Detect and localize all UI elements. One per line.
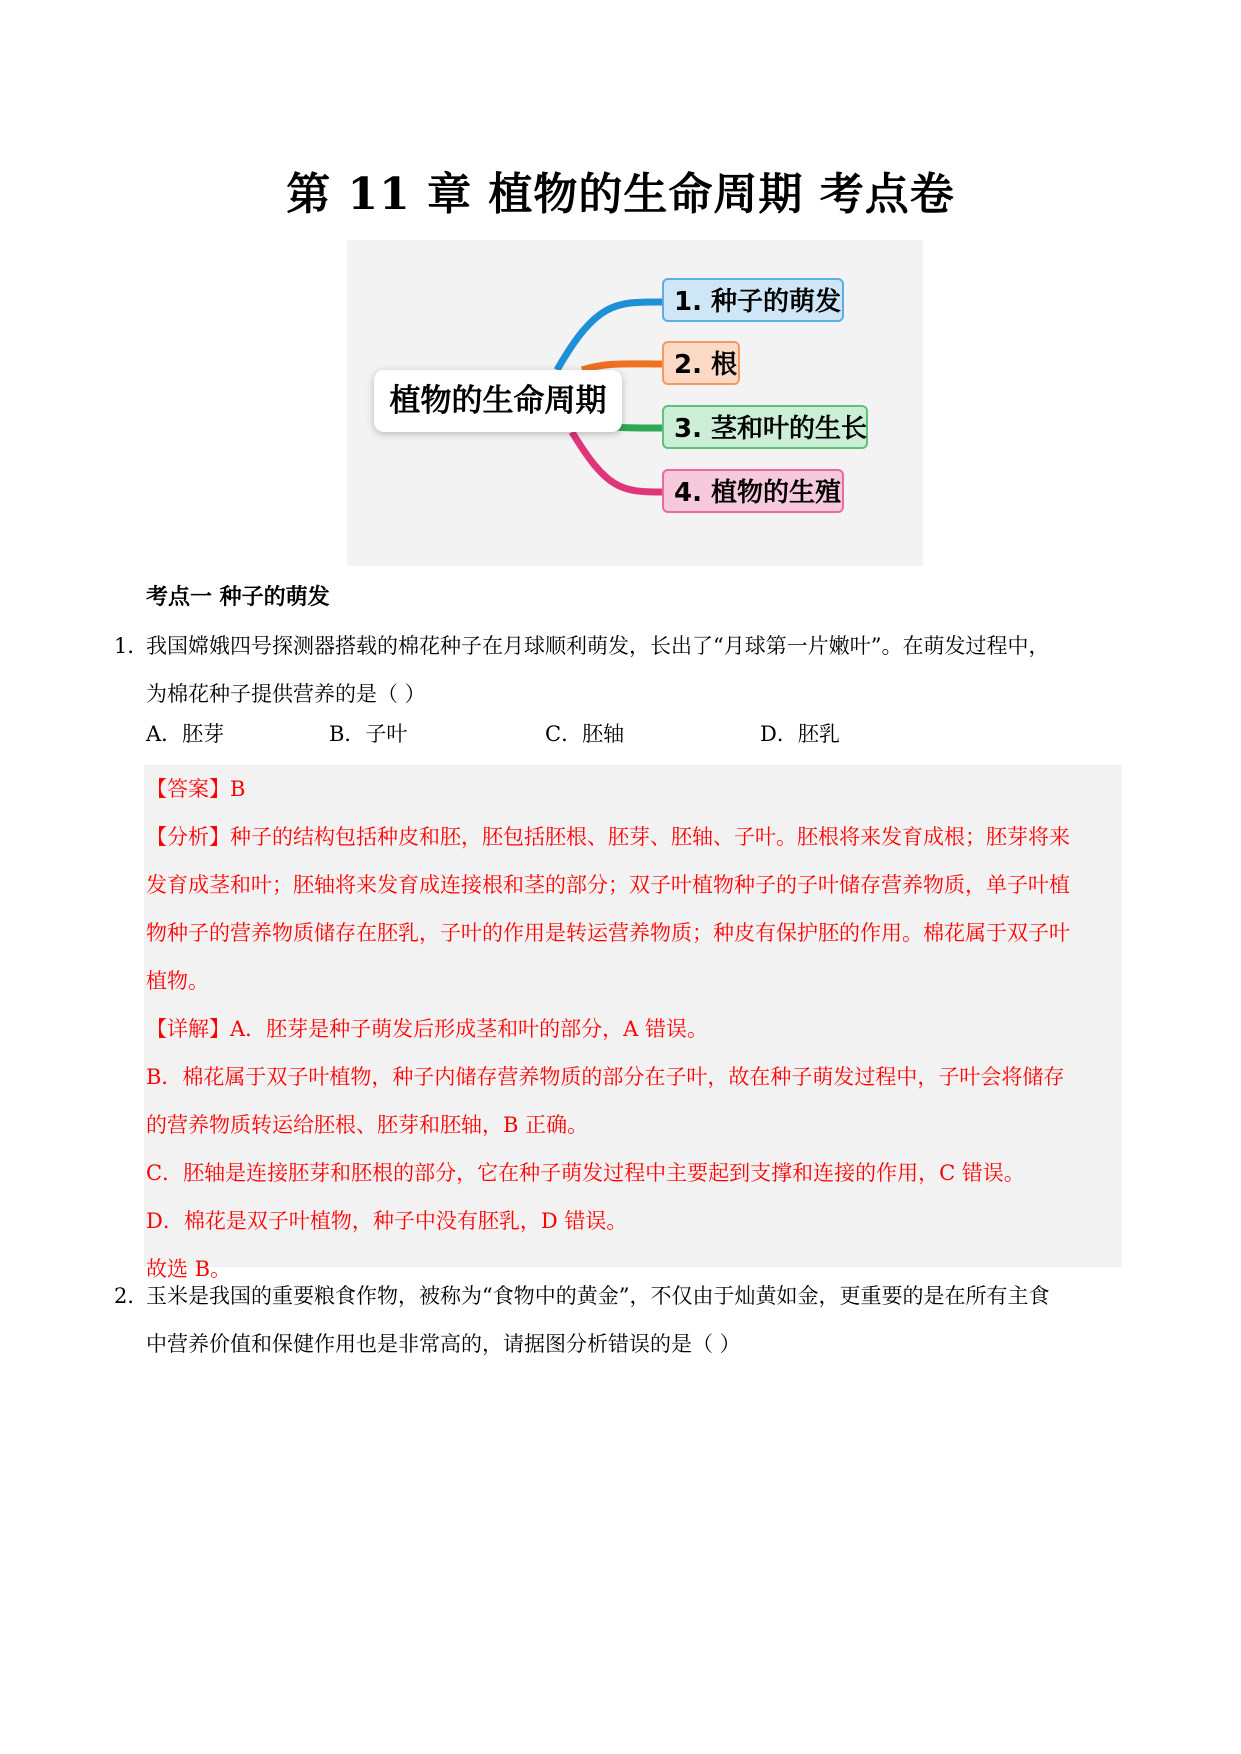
option-a: A．胚芽 — [146, 722, 225, 746]
section-heading-1: 考点一 种子的萌发 — [146, 584, 330, 610]
detail-line: 故选 B。 — [146, 1257, 232, 1281]
analysis-line: 【分析】种子的结构包括种皮和胚，胚包括胚根、胚芽、胚轴、子叶。胚根将来发育成根；胚芽将来 — [146, 825, 1070, 849]
mindmap-figure — [347, 240, 923, 566]
question-text-line: 中营养价值和保健作用也是非常高的，请据图分析错误的是（ ） — [146, 1332, 741, 1356]
link-4 — [572, 432, 662, 492]
option-d: D．胚乳 — [760, 722, 840, 746]
detail-line: 【详解】A．胚芽是种子萌发后形成茎和叶的部分，A 错误。 — [146, 1017, 709, 1041]
question-text-line: 我国嫦娥四号探测器搭载的棉花种子在月球顺利萌发，长出了“月球第一片嫩叶”。在萌发过程中， — [146, 634, 1050, 658]
analysis-line: 发育成茎和叶；胚轴将来发育成连接根和茎的部分；双子叶植物种子的子叶储存营养物质，单子叶植 — [146, 873, 1070, 897]
mindmap-center-node: 植物的生命周期 — [374, 370, 622, 432]
question-1-options — [146, 718, 1046, 758]
answer-line: 【答案】B — [146, 777, 246, 801]
link-1 — [557, 302, 662, 370]
mindmap-node-4: 4. 植物的生殖 — [662, 469, 844, 513]
question-number: 2． — [114, 1284, 149, 1308]
answer-explanation-box — [144, 765, 1122, 1281]
question-text-line: 为棉花种子提供营养的是（ ） — [146, 682, 426, 706]
detail-line: B．棉花属于双子叶植物，种子内储存营养物质的部分在子叶，故在种子萌发过程中，子叶会将储存 — [146, 1065, 1065, 1089]
question-1 — [114, 622, 1124, 718]
option-b: B．子叶 — [329, 722, 408, 746]
question-2 — [114, 1272, 1124, 1368]
detail-line: C．胚轴是连接胚芽和胚根的部分，它在种子萌发过程中主要起到支撑和连接的作用，C 错误。 — [146, 1161, 1025, 1185]
analysis-line: 物种子的营养物质储存在胚乳，子叶的作用是转运营养物质；种皮有保护胚的作用。棉花属于双子叶 — [146, 921, 1070, 945]
question-text-line: 玉米是我国的重要粮食作物，被称为“食物中的黄金”，不仅由于灿黄如金，更重要的是在所有主食 — [146, 1284, 1050, 1308]
mindmap-node-2: 2. 根 — [662, 341, 740, 385]
option-c: C．胚轴 — [545, 722, 625, 746]
analysis-line: 植物。 — [146, 969, 209, 993]
question-number: 1． — [114, 634, 149, 658]
detail-line: 的营养物质转运给胚根、胚芽和胚轴，B 正确。 — [146, 1113, 589, 1137]
page-title: 第 11 章 植物的生命周期 考点卷 — [286, 169, 955, 220]
mindmap-node-3: 3. 茎和叶的生长 — [662, 405, 868, 449]
detail-line: D．棉花是双子叶植物，种子中没有胚乳，D 错误。 — [146, 1209, 628, 1233]
mindmap-node-1: 1. 种子的萌发 — [662, 278, 844, 322]
